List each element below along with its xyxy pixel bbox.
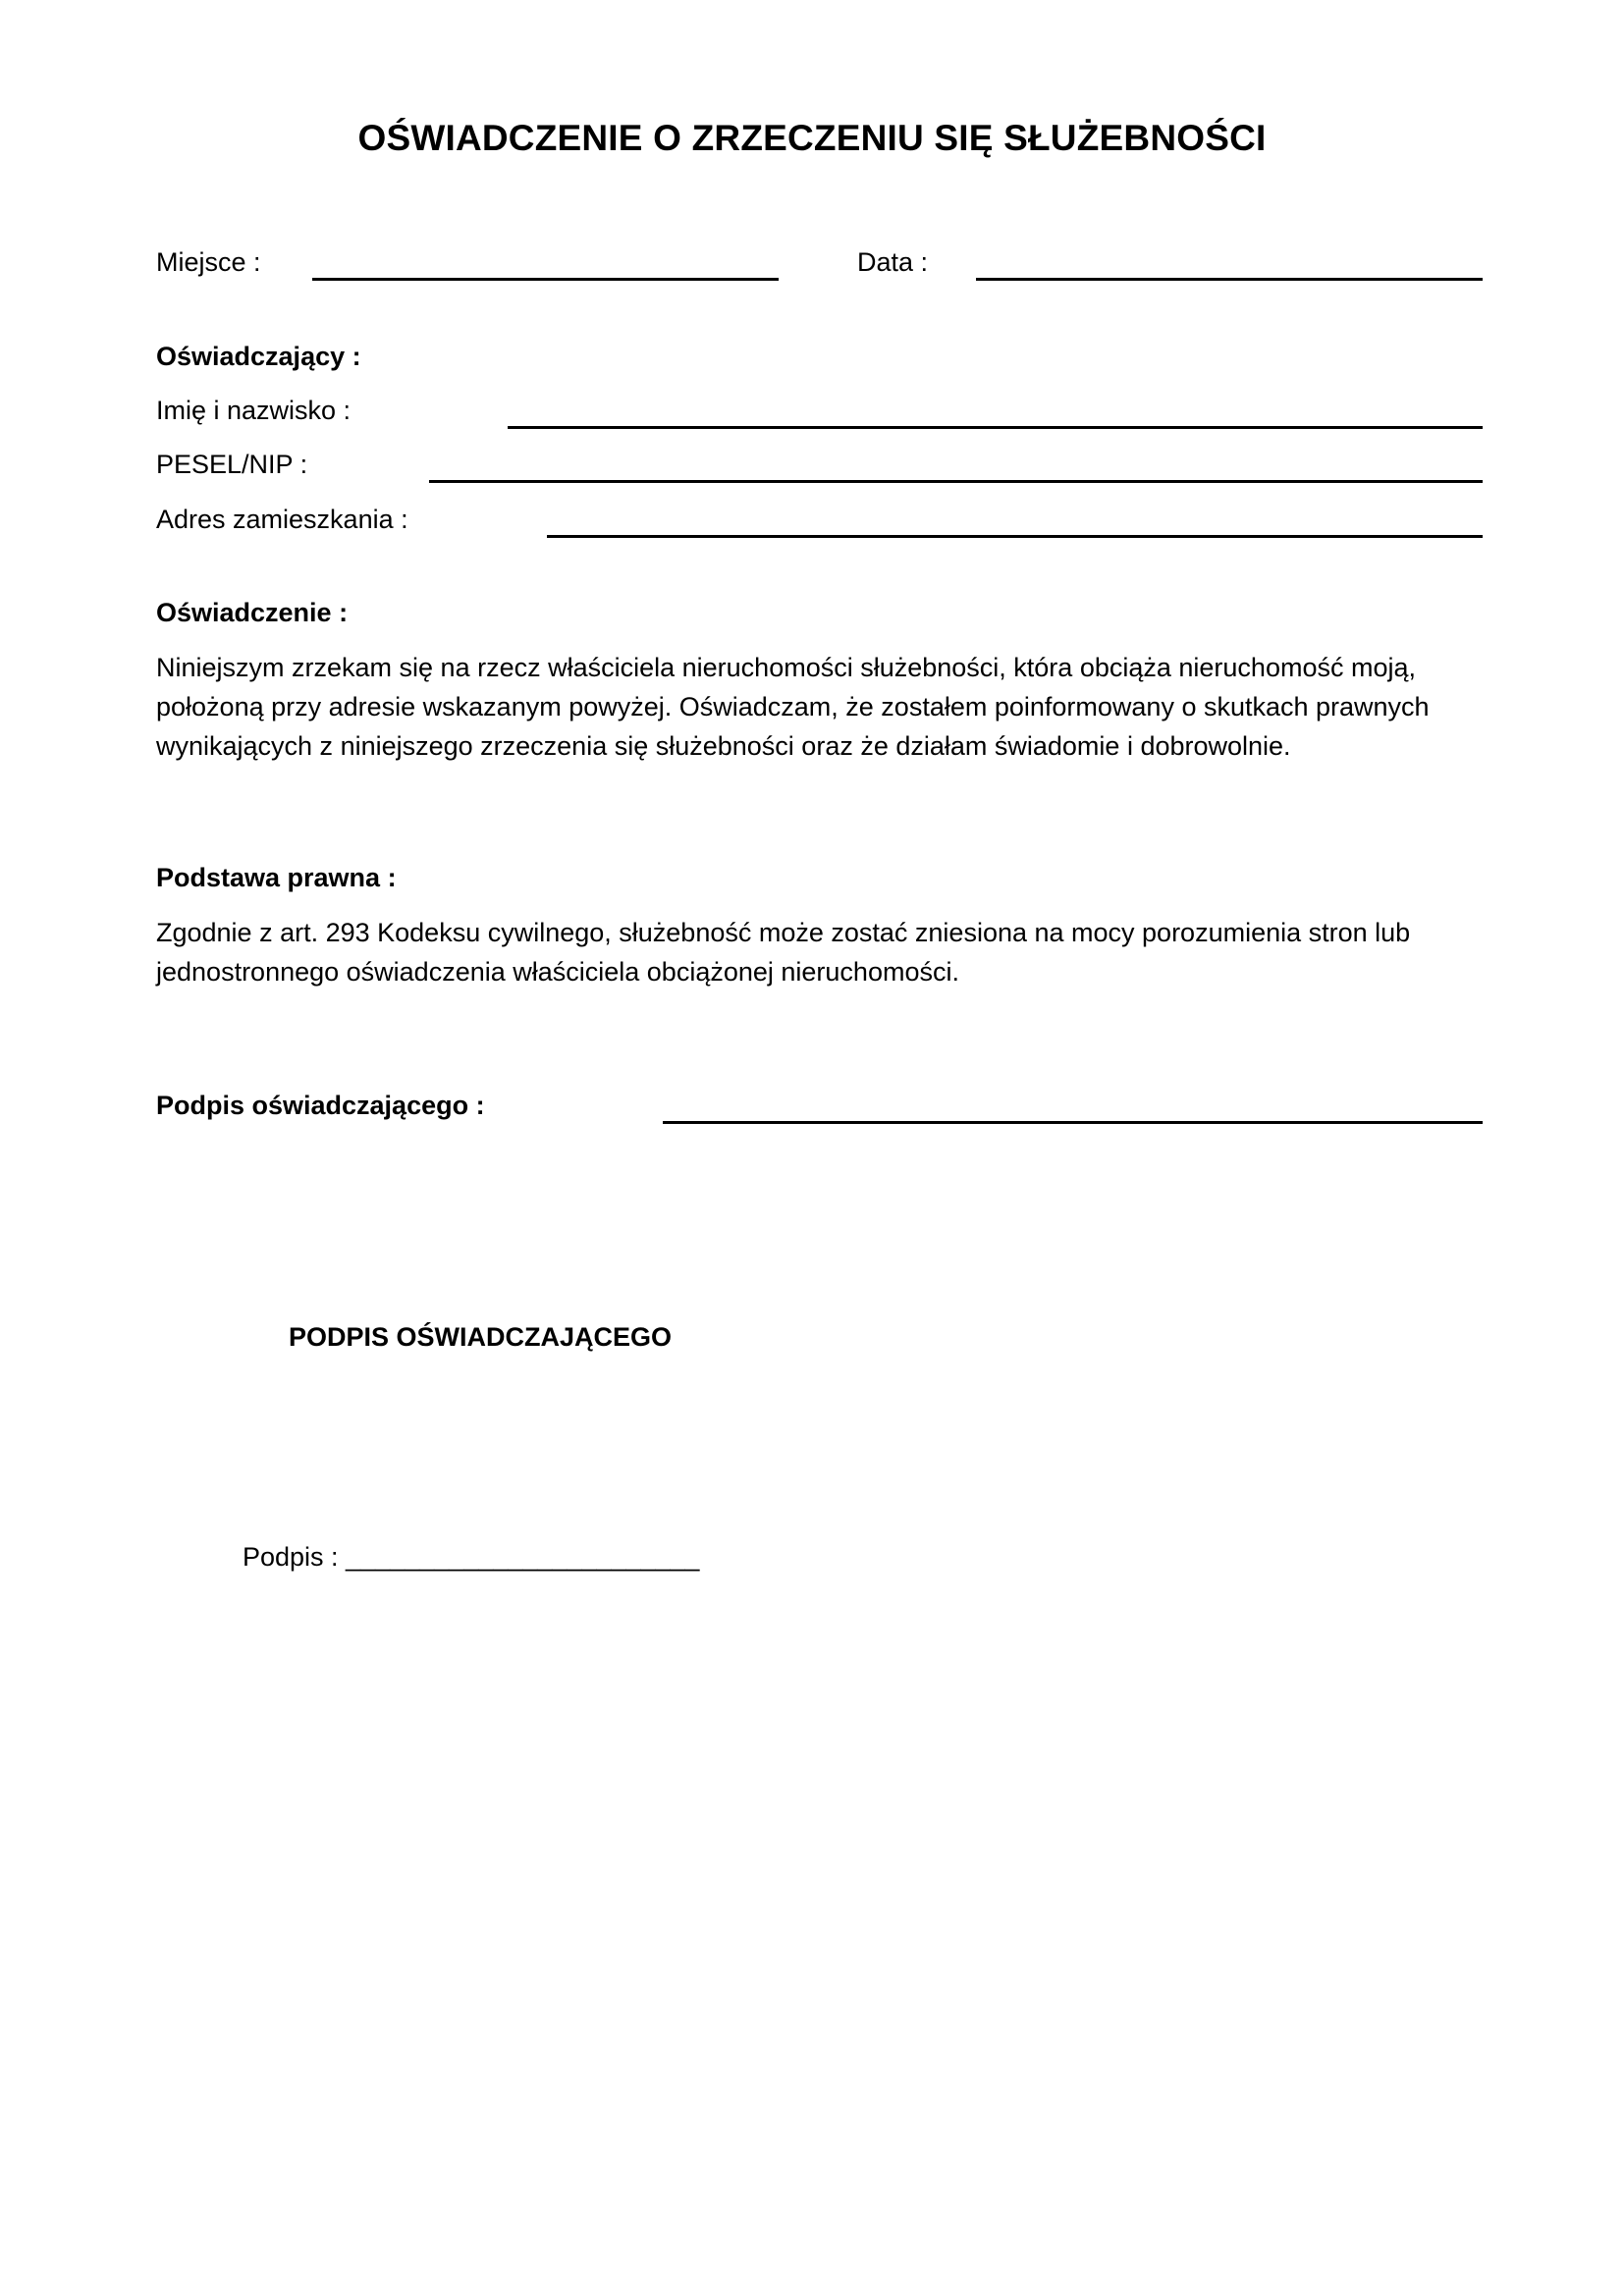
signature-block-heading: PODPIS OŚWIADCZAJĄCEGO xyxy=(289,1322,673,1352)
statement-text: Niniejszym zrzekam się na rzecz właściciela nieruchomości służebności, która obciąża nieruchomość moją, położoną przy adresie wskazanym powyżej. Oświadczam, że zostałem poinformowany o skutkach prawnych wynikających z niniejszego zrzeczenia się służebności oraz że działam świadomie i dobrowolnie. xyxy=(156,653,1430,761)
place-field[interactable] xyxy=(312,278,779,281)
signature-field[interactable] xyxy=(663,1121,1483,1124)
signature-line-label: Podpis oświadczającego : xyxy=(156,1091,485,1120)
name-label: Imię i nazwisko : xyxy=(156,396,352,425)
place-label: Miejsce : xyxy=(156,247,261,277)
declarant-heading: Oświadczający : xyxy=(156,342,361,371)
address-field[interactable] xyxy=(547,535,1483,538)
id-label: PESEL/NIP : xyxy=(156,450,308,479)
name-field[interactable] xyxy=(508,426,1483,429)
id-field[interactable] xyxy=(429,480,1483,483)
date-label: Data : xyxy=(857,247,929,277)
date-field[interactable] xyxy=(976,278,1483,281)
legal-basis-text: Zgodnie z art. 293 Kodeksu cywilnego, służebność może zostać zniesiona na mocy porozumienia stron lub jednostronnego oświadczenia właściciela obciążonej nieruchomości. xyxy=(156,918,1411,987)
legal-basis-heading: Podstawa prawna : xyxy=(156,863,397,892)
address-label: Adres zamieszkania : xyxy=(156,505,408,534)
statement-heading: Oświadczenie : xyxy=(156,598,349,627)
document-title: OŚWIADCZENIE O ZRZECZENIU SIĘ SŁUŻEBNOŚCI xyxy=(357,118,1267,158)
signature-block-label: Podpis : ________________________ xyxy=(243,1542,700,1572)
